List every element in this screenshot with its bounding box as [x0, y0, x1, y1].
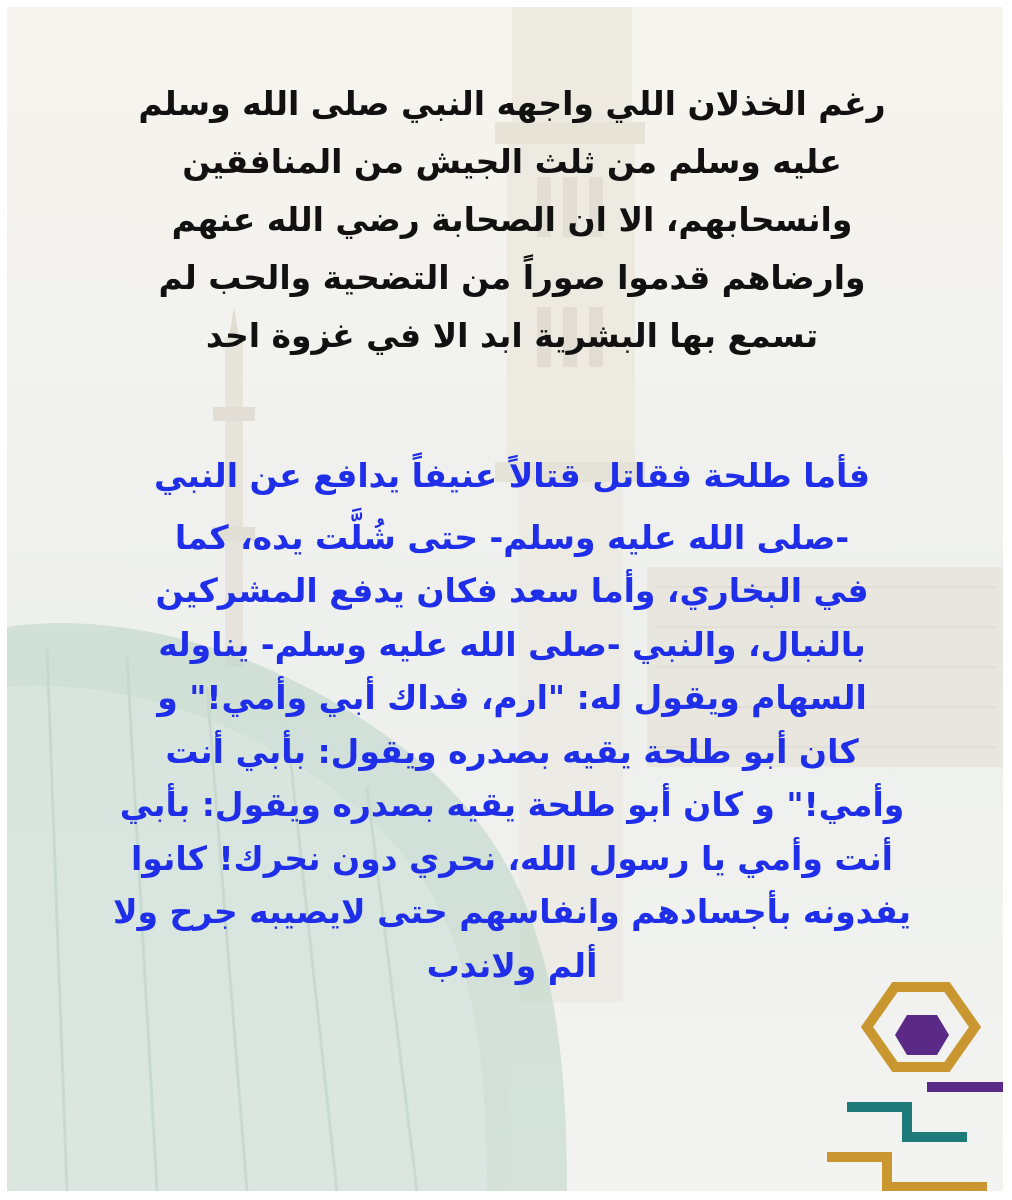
story-line: أنت وأمي يا رسول الله، نحري دون نحرك! كانوا	[131, 838, 893, 878]
islamic-ornament	[827, 987, 1003, 1187]
intro-line: عليه وسلم من ثلث الجيش من المنافقين	[182, 142, 842, 181]
intro-line: وارضاهم قدموا صوراً من التضحية والحب لم	[158, 258, 866, 297]
intro-paragraph	[47, 75, 977, 365]
story-line: وأمي!" و كان أبو طلحة يقيه بصدره ويقول: بأبي	[119, 785, 905, 824]
story-paragraph	[47, 449, 977, 992]
story-line: كان أبو طلحة يقيه بصدره ويقول: بأبي أنت	[165, 731, 859, 771]
story-line: -صلى الله عليه وسلم- حتى شُلَّت يده، كما	[174, 517, 850, 557]
story-line: في البخاري، وأما سعد فكان يدفع المشركين	[155, 571, 869, 610]
story-line: فأما طلحة فقاتل قتالاً عنيفاً يدافع عن النبي	[153, 456, 871, 495]
background-card	[7, 7, 1003, 1191]
intro-line: وانسحابهم، الا ان الصحابة رضي الله عنهم	[171, 200, 853, 239]
intro-line: رغم الخذلان اللي واجهه النبي صلى الله وسلم	[138, 84, 886, 123]
story-line: بالنبال، والنبي -صلى الله عليه وسلم- يناوله	[158, 624, 866, 664]
story-line: السهام ويقول له: "ارم، فداك أبي وأمي!" و	[157, 678, 867, 717]
story-line: ألم ولاندب	[426, 945, 598, 985]
story-line: يفدونه بأجسادهم وانفاسهم حتى لايصيبه جرح ولا	[112, 892, 911, 931]
intro-line: تسمع بها البشرية ابد الا في غزوة احد	[205, 316, 819, 355]
